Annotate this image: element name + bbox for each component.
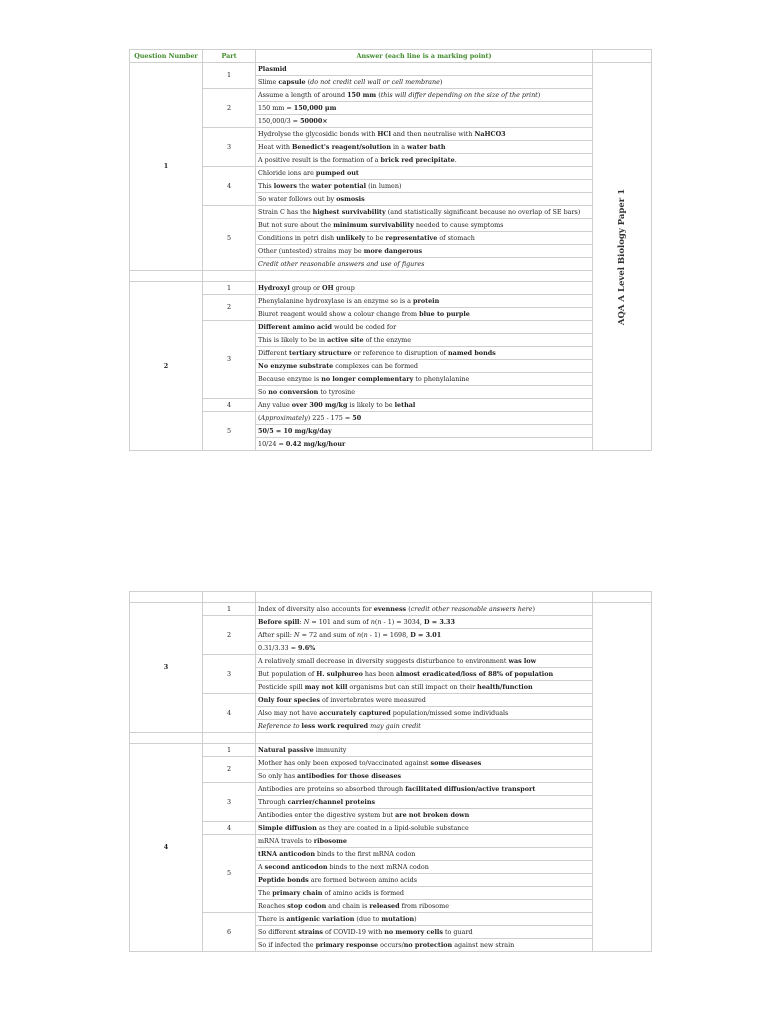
answer-text: and then neutralise with	[390, 129, 475, 138]
answer-text: Pesticide spill	[258, 682, 305, 691]
answer-text: .	[454, 155, 457, 164]
table-row	[130, 167, 652, 180]
answer-text: brick red precipitate	[380, 155, 455, 164]
side-label-cell	[593, 603, 652, 952]
table-row	[130, 783, 652, 796]
answer-text: (in lumen)	[366, 181, 402, 190]
answer-text: 150 mm =	[258, 103, 294, 112]
answer-cell	[256, 616, 593, 629]
answer-text: group or	[289, 283, 323, 292]
table-row	[130, 694, 652, 707]
answer-cell	[256, 438, 593, 451]
answer-text: less work required	[301, 721, 369, 730]
answer-cell	[256, 642, 593, 655]
answer-text: second anticodon	[264, 862, 328, 871]
answer-text: 150 mm	[347, 90, 377, 99]
answer-text: (	[376, 90, 381, 99]
answer-text: credit other reasonable answers here	[410, 604, 533, 613]
answer-text: binds to the first mRNA codon	[315, 849, 416, 858]
empty-cell	[256, 271, 593, 282]
answer-text: Slime	[258, 77, 279, 86]
answer-text: from ribosome	[399, 901, 449, 910]
answer-text: osmosis	[336, 194, 365, 203]
answer-cell	[256, 655, 593, 668]
answer-text: blue to purple	[419, 309, 470, 318]
answer-text: Peptide bonds	[258, 875, 309, 884]
answer-cell	[256, 206, 593, 219]
answer-text: facilitated diffusion/active transport	[405, 784, 536, 793]
answer-text: lethal	[394, 400, 416, 409]
answer-text: N	[303, 617, 310, 626]
table-row	[130, 757, 652, 770]
answer-cell	[256, 744, 593, 757]
answer-cell	[256, 668, 593, 681]
header-blank	[593, 50, 652, 63]
answer-text: n	[356, 630, 362, 639]
side-label-cell	[593, 63, 652, 451]
answer-text: 150,000/3 =	[258, 116, 301, 125]
spacer-row	[130, 592, 652, 603]
answer-cell	[256, 347, 593, 360]
answer-text: against new strain	[452, 940, 515, 949]
part-cell: 2	[203, 616, 256, 655]
answer-text: n	[370, 617, 375, 626]
part-cell: 6	[203, 913, 256, 952]
answer-cell	[256, 926, 593, 939]
table-row	[130, 835, 652, 848]
answer-text: capsule	[278, 77, 306, 86]
answer-text: of amino acids is formed	[322, 888, 405, 897]
answer-text: Mother has only been exposed to/vaccinated against	[258, 758, 431, 767]
answer-text: Strain C has the	[258, 207, 313, 216]
answer-text: active site	[327, 335, 364, 344]
answer-text: as they are coated in a lipid-soluble substance	[316, 823, 469, 832]
answer-text: n	[363, 630, 368, 639]
answer-text: Biuret reagent would show a colour change from	[258, 309, 420, 318]
answer-text: So different	[258, 927, 299, 936]
answer-text: 50/5 = 10 mg/kg/day	[258, 426, 332, 435]
empty-cell	[130, 271, 203, 282]
answer-text: released	[369, 901, 400, 910]
table-row	[130, 206, 652, 219]
answer-text: N	[294, 630, 300, 639]
answer-cell	[256, 835, 593, 848]
answer-text: would be coded for	[331, 322, 397, 331]
answer-cell	[256, 180, 593, 193]
answer-text: and chain is	[326, 901, 370, 910]
part-cell: 3	[203, 321, 256, 399]
answer-text: Plasmid	[258, 64, 287, 73]
part-cell: 1	[203, 63, 256, 89]
answer-text: A positive result is the formation of a	[258, 155, 381, 164]
answer-text: = 72 and sum of	[299, 630, 357, 639]
answer-cell	[256, 913, 593, 926]
table-row	[130, 128, 652, 141]
answer-text: may gain credit	[368, 721, 421, 730]
table-row	[130, 295, 652, 308]
answer-text: D = 3.33	[424, 617, 455, 626]
answer-cell	[256, 874, 593, 887]
answer-text: Only four species	[258, 695, 320, 704]
answer-text: Because enzyme is	[258, 374, 322, 383]
answer-cell	[256, 848, 593, 861]
answer-cell	[256, 939, 593, 952]
answer-text: of stomach	[437, 233, 475, 242]
answer-text: no protection	[403, 940, 453, 949]
answer-text: This is likely to be in	[258, 335, 328, 344]
answer-text: may not kill	[304, 682, 348, 691]
answer-text: almost eradicated/loss of 88% of population	[395, 669, 554, 678]
part-cell: 5	[203, 412, 256, 451]
empty-cell	[256, 592, 593, 603]
part-cell: 4	[203, 167, 256, 206]
answer-text: Assume a length of around	[258, 90, 348, 99]
answer-cell	[256, 295, 593, 308]
answer-text: So water follows out by	[258, 194, 337, 203]
answer-text: population/missed some individuals	[390, 708, 509, 717]
answer-cell	[256, 308, 593, 321]
answer-text: or reference to disruption of	[351, 348, 449, 357]
answer-text: After spill:	[258, 630, 294, 639]
answer-text: Through	[258, 797, 288, 806]
answer-text: A	[258, 862, 265, 871]
answer-cell	[256, 861, 593, 874]
answer-text: So	[258, 387, 269, 396]
answer-text: - 1) = 1698,	[367, 630, 411, 639]
answer-text: Other (untested) strains may be	[258, 246, 364, 255]
answer-text: health/function	[477, 682, 533, 691]
answer-text: (	[305, 77, 311, 86]
header-answer: Answer (each line is a marking point)	[256, 50, 593, 63]
answer-text: protein	[413, 296, 440, 305]
answer-text: So only has	[258, 771, 298, 780]
answer-text: H. sulphureo	[316, 669, 363, 678]
answer-text: :	[299, 617, 304, 626]
part-cell: 4	[203, 694, 256, 733]
question-number-cell: 1	[130, 63, 203, 271]
answer-cell	[256, 282, 593, 295]
answer-cell	[256, 783, 593, 796]
empty-cell	[593, 592, 652, 603]
answer-text: are formed between amino acids	[308, 875, 418, 884]
answer-text: Antibodies are proteins so absorbed through	[258, 784, 406, 793]
answer-cell	[256, 425, 593, 438]
answer-text: strains	[298, 927, 324, 936]
answer-text: Different	[258, 348, 290, 357]
answer-text: This	[258, 181, 274, 190]
answer-text: stop codon	[287, 901, 327, 910]
part-cell: 2	[203, 295, 256, 321]
answer-text: Phenylalanine hydroxylase is an enzyme so is a	[258, 296, 414, 305]
table-row	[130, 282, 652, 295]
answer-text: Benedict's reagent/solution	[292, 142, 391, 151]
answer-cell	[256, 720, 593, 733]
answer-text: The	[258, 888, 273, 897]
answer-cell	[256, 796, 593, 809]
answer-text: no conversion	[268, 387, 319, 396]
answer-text: accurately captured	[319, 708, 391, 717]
answer-text: (	[406, 604, 411, 613]
answer-text: )	[537, 90, 541, 99]
answer-text: carrier/channel proteins	[287, 797, 376, 806]
table-row	[130, 412, 652, 425]
part-cell: 3	[203, 128, 256, 167]
answer-text: Hydroxyl	[258, 283, 290, 292]
answer-text: 0.31/3.33 =	[258, 643, 299, 652]
answer-text: to tyrosine	[318, 387, 356, 396]
header-row	[130, 50, 652, 63]
answer-cell	[256, 193, 593, 206]
table-row	[130, 603, 652, 616]
answer-text: highest survivability	[312, 207, 386, 216]
answer-cell	[256, 603, 593, 616]
answer-text: primary chain	[272, 888, 323, 897]
answer-text: )	[532, 604, 535, 613]
answer-text: Simple diffusion	[258, 823, 317, 832]
answer-text: some diseases	[430, 758, 482, 767]
part-cell: 2	[203, 89, 256, 128]
answer-cell	[256, 63, 593, 76]
answer-text: representative	[385, 233, 438, 242]
answer-text: of invertebrates were measured	[319, 695, 426, 704]
table-row	[130, 63, 652, 76]
table-row	[130, 913, 652, 926]
answer-text: HCl	[377, 129, 391, 138]
question-number-cell: 3	[130, 603, 203, 733]
answer-cell	[256, 809, 593, 822]
answer-text: NaHCO3	[474, 129, 506, 138]
answer-text: to guard	[442, 927, 473, 936]
table-row	[130, 399, 652, 412]
answer-text: ribosome	[313, 836, 347, 845]
answer-cell	[256, 334, 593, 347]
empty-cell	[203, 592, 256, 603]
answer-text: complexes can be formed	[333, 361, 419, 370]
answer-cell	[256, 321, 593, 334]
answer-text: )	[439, 77, 443, 86]
answer-cell	[256, 694, 593, 707]
question-number-cell: 2	[130, 282, 203, 451]
answer-text: 10/24 =	[258, 439, 286, 448]
answer-text: OH	[322, 283, 334, 292]
answer-text: pumped out	[315, 168, 359, 177]
answer-text: more dangerous	[363, 246, 423, 255]
answer-text: water potential	[311, 181, 367, 190]
answer-cell	[256, 219, 593, 232]
answer-cell	[256, 681, 593, 694]
empty-cell	[130, 592, 203, 603]
answer-cell	[256, 373, 593, 386]
table-row	[130, 655, 652, 668]
answer-text: Before spill	[258, 617, 300, 626]
answer-cell	[256, 167, 593, 180]
answer-text: lowers	[273, 181, 297, 190]
answer-cell	[256, 757, 593, 770]
answer-text: has been	[362, 669, 396, 678]
answer-text: mutation	[381, 914, 415, 923]
empty-cell	[203, 271, 256, 282]
answer-text: over 300 mg/kg	[291, 400, 348, 409]
answer-cell	[256, 89, 593, 102]
answer-text: evenness	[373, 604, 407, 613]
answer-text: A relatively small decrease in diversity suggests disturbance to environment	[258, 656, 509, 665]
answer-text: tRNA anticodon	[258, 849, 315, 858]
part-cell: 4	[203, 822, 256, 835]
answer-text: Antibodies enter the digestive system but	[258, 810, 396, 819]
answer-text: of COVID-19 with	[323, 927, 385, 936]
answer-cell	[256, 900, 593, 913]
answer-cell	[256, 232, 593, 245]
table-row	[130, 822, 652, 835]
answer-text: (	[361, 630, 364, 639]
answer-cell	[256, 399, 593, 412]
part-cell: 3	[203, 655, 256, 694]
answer-cell	[256, 154, 593, 167]
answer-cell	[256, 707, 593, 720]
answer-cell	[256, 887, 593, 900]
table-row	[130, 744, 652, 757]
answer-text: occurs/	[378, 940, 404, 949]
table-row	[130, 616, 652, 629]
answer-text: D = 3.01	[410, 630, 442, 639]
answer-text: Any value	[258, 400, 292, 409]
answer-cell	[256, 386, 593, 399]
part-cell: 5	[203, 206, 256, 271]
answer-text: (	[374, 617, 378, 626]
answer-text: Approximately	[260, 413, 308, 422]
answer-text: mRNA travels to	[258, 836, 314, 845]
answer-text: Reference to	[258, 721, 302, 730]
answer-text: 50	[352, 413, 362, 422]
answer-text: of the enzyme	[363, 335, 412, 344]
table-row	[130, 321, 652, 334]
answer-text: But population of	[258, 669, 317, 678]
answer-text: No enzyme substrate	[258, 361, 334, 370]
answer-cell	[256, 822, 593, 835]
answer-text: (due to	[354, 914, 382, 923]
side-label: AQA A Level Biology Paper 1	[616, 188, 627, 325]
answer-text: the	[296, 181, 312, 190]
answer-text: Natural passive	[258, 745, 314, 754]
answer-cell	[256, 412, 593, 425]
answer-text: unlikely	[336, 233, 365, 242]
header-part: Part	[203, 50, 256, 63]
empty-cell	[203, 733, 256, 744]
answer-text: Different amino acid	[258, 322, 332, 331]
answer-text: group	[333, 283, 355, 292]
header-question-number: Question Number	[130, 50, 203, 63]
answer-text: 0.42 mg/kg/hour	[285, 439, 346, 448]
answer-text: Conditions in petri dish	[258, 233, 337, 242]
answer-text: 9.6%	[298, 643, 316, 652]
answer-cell	[256, 102, 593, 115]
answer-text: minimum survivability	[333, 220, 414, 229]
table-row	[130, 89, 652, 102]
spacer-row	[130, 271, 652, 282]
answer-cell	[256, 360, 593, 373]
answer-text: Credit other reasonable answers and use of figures	[258, 259, 425, 268]
empty-cell	[256, 733, 593, 744]
answer-text: - 1) = 3034,	[381, 617, 424, 626]
part-cell: 1	[203, 603, 256, 616]
answer-text: to phenylalanine	[413, 374, 470, 383]
answer-text: (and statistically significant because no overlap of SE bars)	[385, 207, 581, 216]
answer-text: binds to the next mRNA codon	[327, 862, 429, 871]
answer-text: was low	[508, 656, 537, 665]
answer-text: no longer complementary	[321, 374, 414, 383]
answer-text: is likely to be	[347, 400, 395, 409]
answer-text: primary response	[315, 940, 379, 949]
part-cell: 1	[203, 282, 256, 295]
mark-scheme-table-page-1	[129, 49, 652, 451]
answer-text: Index of diversity also accounts for	[258, 604, 374, 613]
answer-text: )	[414, 914, 417, 923]
answer-text: immunity	[313, 745, 347, 754]
answer-text: (	[258, 413, 261, 422]
answer-text: 50000×	[300, 116, 328, 125]
answer-text: 150,000 μm	[293, 103, 337, 112]
answer-text: So if infected the	[258, 940, 316, 949]
answer-text: water bath	[407, 142, 446, 151]
answer-text: antibodies for those diseases	[297, 771, 402, 780]
answer-cell	[256, 258, 593, 271]
answer-text: needed to cause symptoms	[413, 220, 504, 229]
answer-text: But not sure about the	[258, 220, 334, 229]
answer-text: no memory cells	[384, 927, 443, 936]
answer-text: antigenic variation	[286, 914, 355, 923]
empty-cell	[130, 733, 203, 744]
part-cell: 4	[203, 399, 256, 412]
mark-scheme-table-page-2	[129, 591, 652, 952]
answer-text: Hydrolyse the glycosidic bonds with	[258, 129, 378, 138]
answer-cell	[256, 141, 593, 154]
answer-text: do not credit cell wall or cell membrane	[310, 77, 440, 86]
answer-text: Reaches	[258, 901, 288, 910]
answer-text: are not broken down	[395, 810, 470, 819]
answer-text: ) 225 - 175 =	[307, 413, 353, 422]
answer-text: to be	[365, 233, 386, 242]
answer-text: named bonds	[448, 348, 496, 357]
answer-text: tertiary structure	[289, 348, 352, 357]
answer-text: Chloride ions are	[258, 168, 316, 177]
answer-cell	[256, 245, 593, 258]
answer-text: Heat with	[258, 142, 292, 151]
answer-text: There is	[258, 914, 287, 923]
answer-cell	[256, 115, 593, 128]
answer-cell	[256, 770, 593, 783]
question-number-cell: 4	[130, 744, 203, 952]
answer-text: n	[377, 617, 382, 626]
answer-cell	[256, 629, 593, 642]
answer-cell	[256, 128, 593, 141]
part-cell: 5	[203, 835, 256, 913]
part-cell: 1	[203, 744, 256, 757]
answer-text: organisms but can still impact on their	[347, 682, 478, 691]
answer-text: this will differ depending on the size of the print	[380, 90, 538, 99]
answer-cell	[256, 76, 593, 89]
answer-text: Also may not have	[258, 708, 320, 717]
spacer-row	[130, 733, 652, 744]
answer-text: = 101 and sum of	[309, 617, 371, 626]
answer-text: in a	[390, 142, 408, 151]
part-cell: 2	[203, 757, 256, 783]
part-cell: 3	[203, 783, 256, 822]
